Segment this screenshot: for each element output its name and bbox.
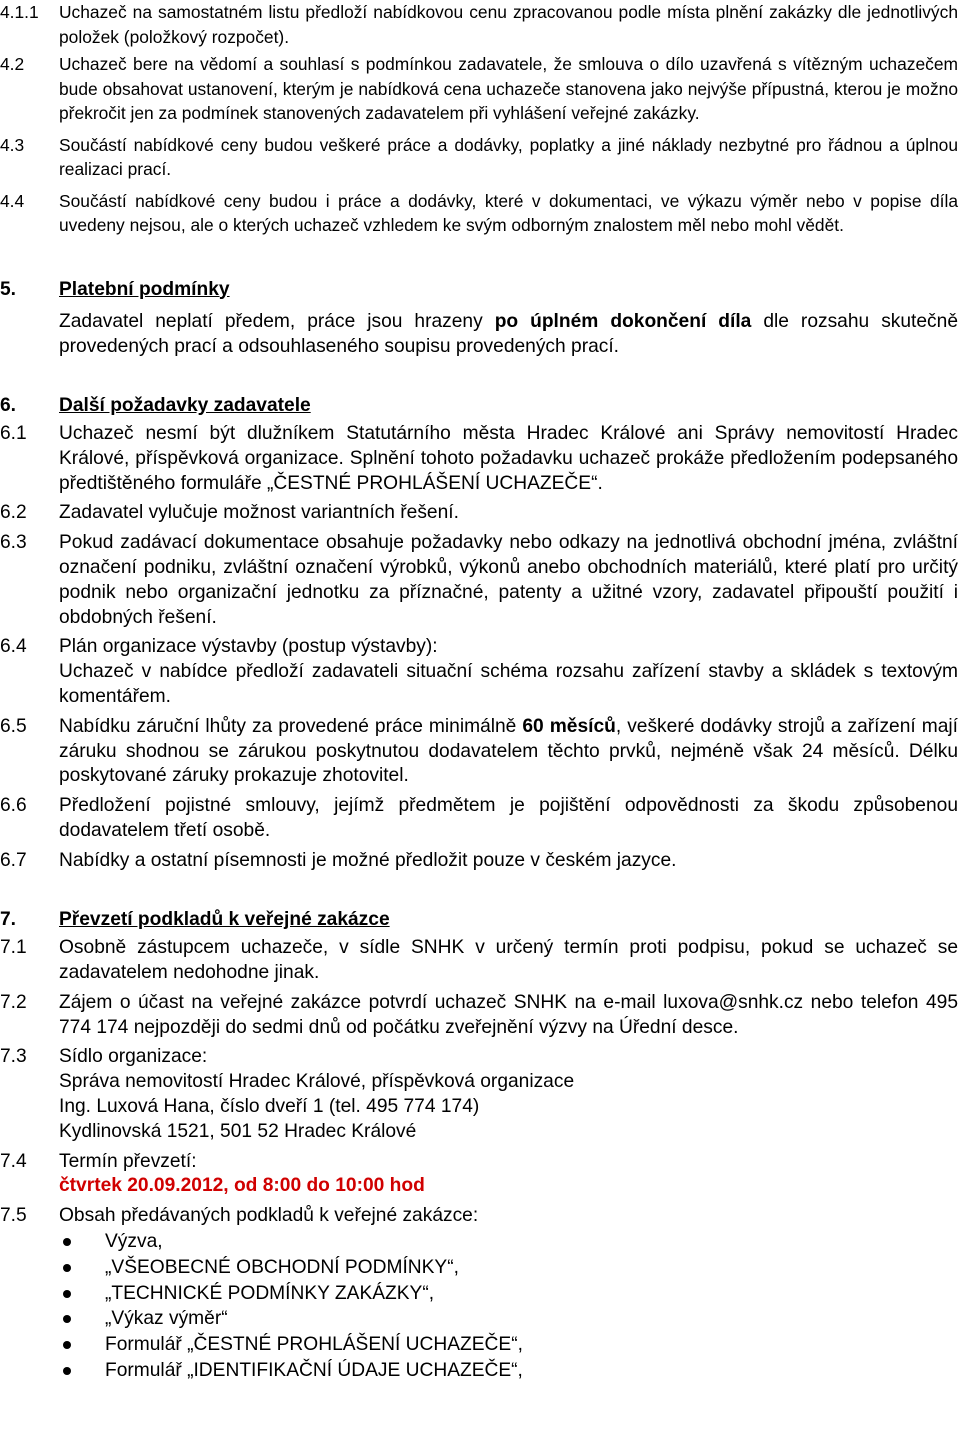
clause-text: Osobně zástupcem uchazeče, v sídle SNHK v určený termín proti podpisu, pokud se uchazeč se zadavatelem nedohodne jinak. bbox=[59, 937, 958, 983]
clause-6-3 bbox=[0, 531, 960, 630]
list-item-text: Formulář „IDENTIFIKAČNÍ ÚDAJE UCHAZEČE“, bbox=[105, 1359, 523, 1381]
clause-4-3 bbox=[0, 133, 960, 182]
list-item bbox=[59, 1332, 958, 1358]
heading-section-6 bbox=[0, 394, 960, 419]
list-item bbox=[59, 1281, 958, 1307]
clause-number: 6.3 bbox=[0, 532, 27, 554]
clause-7-2 bbox=[0, 991, 960, 1041]
clause-text: Uchazeč na samostatném listu předloží nabídkovou cenu zpracovanou podle místa plnění zakázky dle jednotlivých položek (položkový rozpočet). bbox=[59, 2, 958, 47]
bullet-dot-icon bbox=[63, 1238, 71, 1246]
list-item bbox=[59, 1255, 958, 1281]
text-run: Zadavatel neplatí předem, práce jsou hrazeny bbox=[59, 311, 495, 332]
clause-text bbox=[59, 715, 958, 789]
heading-section-7 bbox=[0, 908, 960, 933]
line: Ing. Luxová Hana, číslo dveří 1 (tel. 495 774 174) bbox=[59, 1095, 480, 1117]
clause-number: 6.5 bbox=[0, 715, 27, 737]
clause-7-4 bbox=[0, 1150, 960, 1200]
paragraph bbox=[59, 310, 958, 360]
clause-4-4 bbox=[0, 189, 960, 238]
bold-text-run: 60 měsíců bbox=[522, 715, 616, 737]
text-run: Nabídku záruční lhůty za provedené práce minimálně bbox=[59, 715, 523, 737]
clause-6-7 bbox=[0, 849, 960, 874]
clause-4-1-1 bbox=[0, 0, 960, 49]
heading-number: 7. bbox=[0, 908, 17, 930]
clause-6-2 bbox=[0, 501, 960, 526]
bullet-dot-icon bbox=[63, 1290, 71, 1298]
clause-4-2 bbox=[0, 52, 960, 126]
clause-text: Předložení pojistné smlouvy, jejímž předmětem je pojištění odpovědnosti za škodu způsobenou dodavatelem třetí osobě. bbox=[59, 795, 958, 842]
clause-number: 6.2 bbox=[0, 502, 27, 524]
clause-number: 6.1 bbox=[0, 423, 27, 445]
clause-text: Zájem o účast na veřejné zakázce potvrdí uchazeč SNHK na e-mail luxova@snhk.cz nebo telefon 495 774 174 nejpozději do sedmi dnů od počátku zveřejnění výzvy na Úřední desce. bbox=[59, 991, 958, 1038]
list-item-text: Výzva, bbox=[105, 1230, 163, 1252]
text-run: dle rozsahu skutečně provedených prací a odsouhlaseného soupisu provedených prací. bbox=[59, 311, 958, 357]
bullet-dot-icon bbox=[63, 1264, 71, 1272]
heading-title: Další požadavky zadavatele bbox=[59, 394, 311, 416]
clause-7-5 bbox=[0, 1204, 960, 1384]
clause-text: Pokud zadávací dokumentace obsahuje požadavky nebo odkazy na jednotlivá obchodní jména, zvláštní označení podniku, zvláštní označení výrobků, výkonů anebo obchodních materiálů, které platí pro určitý podnik nebo organizační jednotku za příznačné, patenty a užitné vzory, zadavatel připouští použití i obdobných řešení. bbox=[59, 532, 958, 628]
clause-text: Nabídky a ostatní písemnosti je možné předložit pouze v českém jazyce. bbox=[59, 849, 677, 871]
clause-6-6 bbox=[0, 794, 960, 844]
list-item-text: „Výkaz výměr“ bbox=[105, 1308, 228, 1330]
list-item bbox=[59, 1306, 958, 1332]
clause-number: 4.4 bbox=[0, 190, 25, 211]
clause-6-5 bbox=[0, 715, 960, 789]
section-5-body bbox=[0, 310, 960, 360]
clause-number: 4.2 bbox=[0, 54, 25, 74]
clause-text bbox=[59, 1045, 958, 1144]
heading-title: Platební podmínky bbox=[59, 278, 230, 300]
clause-6-4 bbox=[0, 635, 960, 709]
clause-text: Zadavatel vylučuje možnost variantních řešení. bbox=[59, 502, 459, 524]
line: Sídlo organizace: bbox=[59, 1046, 208, 1068]
clause-number: 7.5 bbox=[0, 1205, 27, 1227]
clause-number: 6.6 bbox=[0, 795, 27, 817]
list-item-text: „VŠEOBECNÉ OBCHODNÍ PODMÍNKY“, bbox=[105, 1256, 459, 1278]
clause-number: 6.7 bbox=[0, 849, 27, 871]
bullet-dot-icon bbox=[63, 1341, 71, 1349]
list-item bbox=[59, 1229, 958, 1255]
clause-text bbox=[59, 635, 958, 709]
heading-section-5 bbox=[0, 278, 960, 303]
clause-number: 6.4 bbox=[0, 636, 27, 658]
line: Kydlinovská 1521, 501 52 Hradec Králové bbox=[59, 1120, 417, 1142]
heading-number: 6. bbox=[0, 394, 17, 416]
clause-7-1 bbox=[0, 936, 960, 986]
list-item-text: Formulář „ČESTNÉ PROHLÁŠENÍ UCHAZEČE“, bbox=[105, 1334, 523, 1356]
document-list bbox=[59, 1229, 958, 1384]
bullet-dot-icon bbox=[63, 1367, 71, 1375]
clause-text: Uchazeč bere na vědomí a souhlasí s podmínkou zadavatele, že smlouva o dílo uzavřená s vítězným uchazečem bude obsahovat ustanovení, kterým je nabídková cena uchazeče stanovena jako nejvýše přípustná, kterou je možno překročit jen za podmínek stanovených zadavatelem při vyhlášení veřejné zakázky. bbox=[59, 54, 958, 123]
clause-number: 7.4 bbox=[0, 1150, 27, 1172]
clause-text: Součástí nabídkové ceny budou veškeré práce a dodávky, poplatky a jiné náklady nezbytné pro řádnou a úplnou realizaci prací. bbox=[59, 134, 958, 179]
clause-text bbox=[59, 1150, 958, 1200]
line: Termín převzetí: bbox=[59, 1150, 197, 1172]
clause-number: 7.2 bbox=[0, 991, 27, 1013]
clause-6-1 bbox=[0, 422, 960, 496]
list-item-text: „TECHNICKÉ PODMÍNKY ZAKÁZKY“, bbox=[105, 1282, 435, 1304]
clause-text bbox=[59, 1204, 958, 1384]
clause-text: Uchazeč nesmí být dlužníkem Statutárního města Hradec Králové ani Správy nemovitostí Hradec Králové, příspěvková organizace. Splnění tohoto požadavku uchazeč prokáže předložením podepsaného předtištěného formuláře „ČESTNÉ PROHLÁŠENÍ UCHAZEČE“. bbox=[59, 423, 958, 494]
line: Plán organizace výstavby (postup výstavby): bbox=[59, 636, 438, 658]
bold-text-run: po úplném dokončení díla bbox=[494, 311, 752, 332]
bullet-dot-icon bbox=[63, 1315, 71, 1323]
clause-number: 4.3 bbox=[0, 134, 25, 155]
clause-number: 7.3 bbox=[0, 1046, 27, 1068]
highlighted-date: čtvrtek 20.09.2012, od 8:00 do 10:00 hod bbox=[59, 1175, 425, 1197]
clause-number: 4.1.1 bbox=[0, 2, 39, 22]
line: Obsah předávaných podkladů k veřejné zakázce: bbox=[59, 1205, 479, 1227]
line: Uchazeč v nabídce předloží zadavateli situační schéma rozsahu zařízení stavby a skládek s textovým komentářem. bbox=[59, 661, 958, 708]
clause-7-3 bbox=[0, 1045, 960, 1144]
line: Správa nemovitostí Hradec Králové, příspěvková organizace bbox=[59, 1071, 575, 1093]
clause-number: 7.1 bbox=[0, 937, 27, 959]
list-item bbox=[59, 1358, 958, 1384]
heading-number: 5. bbox=[0, 278, 17, 300]
text-run: , veškeré dodávky strojů a zařízení mají záruku shodnou se zárukou poskytnutou dodavatelem těchto prvků, nejméně však 24 měsíců. Délku poskytované záruky prokazuje zhotovitel. bbox=[59, 715, 958, 787]
heading-title: Převzetí podkladů k veřejné zakázce bbox=[59, 908, 390, 930]
clause-text: Součástí nabídkové ceny budou i práce a dodávky, které v dokumentaci, ve výkazu výměr nebo v popise díla uvedeny nejsou, ale o kterých uchazeč vzhledem ke svým odborným znalostem měl nebo mohl vědět. bbox=[59, 190, 958, 235]
